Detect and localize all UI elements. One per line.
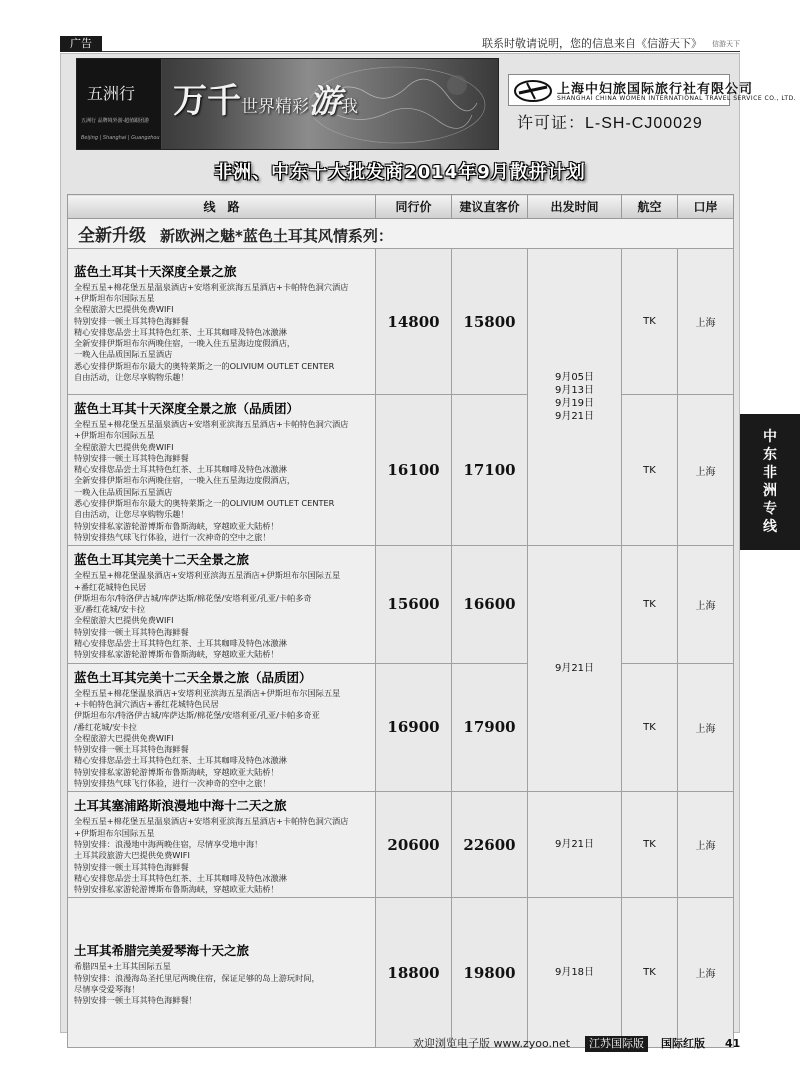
footer-section: 国际红版 bbox=[661, 1037, 705, 1050]
retail-price: 19800 bbox=[452, 898, 528, 1048]
schedule-table-wrap bbox=[67, 194, 733, 1048]
banner-slogan bbox=[173, 73, 358, 122]
side-category-tab bbox=[740, 414, 800, 550]
logo-subtitle: 五洲行 品牌境外游·超值跟团游 bbox=[81, 118, 150, 124]
retail-price: 22600 bbox=[452, 792, 528, 898]
departure-date: 9月18日 bbox=[528, 898, 622, 1048]
footer bbox=[413, 1036, 740, 1052]
footer-website: 欢迎浏览电子版 www.zyoo.net bbox=[413, 1037, 571, 1050]
series-lead: 全新升级 bbox=[78, 226, 146, 246]
route-detail-line: 全程旅游大巴提供免费WIFI bbox=[74, 615, 174, 626]
route-detail-line: 精心安排您品尝土耳其特色红茶、土耳其咖啡及特色冰激淋 bbox=[74, 326, 287, 337]
contact-notice: 联系时敬请说明，您的信息来自《信游天下》 bbox=[482, 37, 702, 50]
company-name-cn: 上海中妇旅国际旅行社有限公司 bbox=[557, 82, 754, 97]
company-logo-box bbox=[508, 74, 797, 106]
slogan-char-3: 世界 bbox=[241, 97, 275, 117]
departure-port: 上海 bbox=[678, 663, 734, 792]
retail-price: 17900 bbox=[452, 663, 528, 792]
departure-port: 上海 bbox=[678, 395, 734, 546]
route-detail-line: 亚/番红花城/安卡拉 bbox=[74, 604, 146, 615]
departure-date: 9月05日 bbox=[554, 372, 595, 384]
trade-price: 18800 bbox=[376, 898, 452, 1048]
series-name: 新欧洲之魅*蓝色土耳其风情系列： bbox=[160, 227, 393, 245]
table-row bbox=[68, 249, 734, 395]
route-detail-line: 精心安排您品尝土耳其特色红茶、土耳其咖啡及特色冰激淋 bbox=[74, 464, 287, 475]
route-cell bbox=[68, 546, 376, 663]
schedule-table bbox=[67, 194, 734, 1048]
top-bar bbox=[60, 36, 740, 52]
route-detail-line: 全程旅游大巴提供免费WIFI bbox=[74, 732, 174, 743]
departure-date: 9月13日 bbox=[554, 385, 595, 397]
license-number: 许可证：L-SH-CJ00029 bbox=[517, 115, 703, 132]
route-cell bbox=[68, 792, 376, 898]
route-detail-line: 特别安排私家游轮游博斯布鲁斯海峡，穿越欧亚大陆桥！ bbox=[74, 520, 279, 531]
header-route: 线 路 bbox=[68, 195, 376, 219]
ad-label: 广告 bbox=[60, 36, 102, 52]
page-number: 41 bbox=[725, 1037, 741, 1050]
header-departure: 出发时间 bbox=[528, 195, 622, 219]
table-header bbox=[68, 195, 734, 219]
departure-date: 9月21日 bbox=[554, 411, 595, 423]
route-detail-line: 全程五星+棉花堡五星温泉酒店+安塔利亚滨海五星酒店+卡帕特色洞穴酒店 bbox=[74, 419, 349, 429]
departure-date: 9月21日 bbox=[528, 792, 622, 898]
route-detail-line: 土耳其段旅游大巴提供免费WIFI bbox=[74, 850, 190, 861]
header-retail-price: 建议直客价 bbox=[452, 195, 528, 219]
table-row bbox=[68, 663, 734, 792]
departure-dates-group-2: 9月21日 bbox=[528, 546, 622, 792]
departure-port: 上海 bbox=[678, 898, 734, 1048]
table-row bbox=[68, 898, 734, 1048]
route-name: 土耳其希腊完美爱琴海十天之旅 bbox=[74, 943, 250, 959]
route-detail-line: 自由活动，让您尽享购物乐趣！ bbox=[74, 372, 189, 383]
banner bbox=[61, 54, 797, 156]
header-trade-price: 同行价 bbox=[376, 195, 452, 219]
series-heading bbox=[68, 219, 734, 249]
logo-cities: Beijing | Shanghai | Guangzhou bbox=[81, 135, 160, 141]
route-detail-line: 特别安排私家游轮游博斯布鲁斯海峡，穿越欧亚大陆桥！ bbox=[74, 766, 279, 777]
route-detail-line: +伊斯坦布尔国际五星 bbox=[74, 430, 155, 441]
route-detail-line: 精心安排您品尝土耳其特色红茶、土耳其咖啡及特色冰激淋 bbox=[74, 638, 287, 649]
footer-edition-badge: 江苏国际版 bbox=[585, 1036, 648, 1052]
page-title: 非洲、中东十大批发商2014年9月散拼计划 bbox=[214, 162, 586, 183]
route-detail-line: 悉心安排伊斯坦布尔最大的奥特莱斯之一的OLIVIUM OUTLET CENTER bbox=[74, 360, 335, 371]
route-detail-line: 特别安排一顿土耳其特色海鲜餐 bbox=[74, 861, 189, 872]
slogan-char-6: 我 bbox=[341, 97, 359, 117]
retail-price: 17100 bbox=[452, 395, 528, 546]
route-cell bbox=[68, 663, 376, 792]
route-name: 蓝色土耳其十天深度全景之旅 bbox=[74, 263, 237, 279]
route-detail-line: 自由活动，让您尽享购物乐趣！ bbox=[74, 509, 189, 520]
company-name-en: SHANGHAI CHINA WOMEN INTERNATIONAL TRAVEL SERVICE CO., LTD. bbox=[557, 95, 797, 102]
route-detail-line: 特别安排：浪漫海岛圣托里尼两晚住宿，保证足够的岛上游玩时间， bbox=[74, 972, 320, 983]
wuzhouxing-logo bbox=[77, 59, 162, 149]
airline-code: TK bbox=[622, 792, 678, 898]
airline-code: TK bbox=[622, 395, 678, 546]
banner-image bbox=[76, 58, 499, 150]
route-name: 蓝色土耳其完美十二天全景之旅 bbox=[74, 552, 250, 568]
route-detail-line: 特别安排一顿土耳其特色海鲜餐 bbox=[74, 315, 189, 326]
route-detail-line: 特别安排热气球飞行体验，进行一次神奇的空中之旅！ bbox=[74, 531, 271, 542]
route-detail-line: 精心安排您品尝土耳其特色红茶、土耳其咖啡及特色冰激淋 bbox=[74, 872, 287, 883]
slogan-char-5: 游 bbox=[309, 82, 342, 120]
route-detail-line: 全程旅游大巴提供免费WIFI bbox=[74, 304, 174, 315]
route-detail-line: 全程五星+棉花堡温泉酒店+安塔利亚滨海五星酒店+伊斯坦布尔国际五星 bbox=[74, 687, 341, 698]
logo-text: 五洲行 bbox=[87, 84, 136, 103]
route-detail-line: 悉心安排伊斯坦布尔最大的奥特莱斯之一的OLIVIUM OUTLET CENTER bbox=[74, 498, 335, 509]
retail-price: 15800 bbox=[452, 249, 528, 395]
route-detail-line: 尽情享受爱琴海！ bbox=[74, 983, 140, 994]
airline-code: TK bbox=[622, 898, 678, 1048]
table-row bbox=[68, 546, 734, 663]
departure-date: 9月19日 bbox=[554, 398, 595, 410]
trade-price: 16900 bbox=[376, 663, 452, 792]
route-detail-line: 特别安排热气球飞行体验，进行一次神奇的空中之旅！ bbox=[74, 778, 271, 789]
trade-price: 15600 bbox=[376, 546, 452, 663]
publication-logo: 信游天下 bbox=[712, 40, 740, 48]
route-detail-line: 特别安排一顿土耳其特色海鲜餐 bbox=[74, 452, 189, 463]
route-detail-line: 特别安排私家游轮游博斯布鲁斯海峡，穿越欧亚大陆桥！ bbox=[74, 649, 279, 660]
route-detail-line: +番红花城特色民居 bbox=[74, 581, 147, 592]
route-detail-line: 希腊四星+土耳其国际五星 bbox=[74, 961, 171, 972]
route-detail-line: +伊斯坦布尔国际五星 bbox=[74, 292, 155, 303]
route-detail-line: 伊斯坦布尔/特洛伊古城/库萨达斯/棉花堡/安塔利亚/孔亚/卡帕多奇 bbox=[74, 592, 312, 603]
route-detail-line: 全新安排伊斯坦布尔两晚住宿，一晚入住五星海边度假酒店， bbox=[74, 475, 296, 486]
series-heading-row bbox=[68, 219, 734, 249]
airline-code: TK bbox=[622, 546, 678, 663]
route-detail-line: 特别安排：浪漫地中海两晚住宿，尽情享受地中海！ bbox=[74, 838, 263, 849]
departure-dates-group-1 bbox=[528, 249, 622, 546]
retail-price: 16600 bbox=[452, 546, 528, 663]
route-detail-line: 全程五星+棉花堡五星温泉酒店+安塔利亚滨海五星酒店+卡帕特色洞穴酒店 bbox=[74, 281, 349, 292]
route-detail-line: 特别安排一顿土耳其特色海鲜餐 bbox=[74, 626, 189, 637]
route-name: 蓝色土耳其完美十二天全景之旅（品质团） bbox=[74, 669, 312, 685]
route-cell bbox=[68, 395, 376, 546]
side-category-label bbox=[740, 428, 800, 536]
header-port: 口岸 bbox=[678, 195, 734, 219]
company-emblem-icon bbox=[513, 79, 553, 103]
header-airline: 航空 bbox=[622, 195, 678, 219]
departure-port: 上海 bbox=[678, 546, 734, 663]
route-detail-line: 精心安排您品尝土耳其特色红茶、土耳其咖啡及特色冰激淋 bbox=[74, 755, 287, 766]
route-detail-line: +伊斯坦布尔国际五星 bbox=[74, 827, 155, 838]
trade-price: 16100 bbox=[376, 395, 452, 546]
trade-price: 14800 bbox=[376, 249, 452, 395]
route-detail-line: 特别安排一顿土耳其特色海鲜餐！ bbox=[74, 995, 197, 1006]
table-row bbox=[68, 792, 734, 898]
airline-code: TK bbox=[622, 663, 678, 792]
route-detail-line: 全程五星+棉花堡温泉酒店+安塔利亚滨海五星酒店+伊斯坦布尔国际五星 bbox=[74, 570, 341, 581]
route-name: 蓝色土耳其十天深度全景之旅（品质团） bbox=[74, 401, 300, 416]
route-name: 土耳其塞浦路斯浪漫地中海十二天之旅 bbox=[74, 798, 287, 814]
slogan-char-2: 千 bbox=[207, 81, 241, 121]
slogan-char-4: 精彩 bbox=[275, 97, 309, 117]
table-row bbox=[68, 395, 734, 546]
route-detail-line: 全程五星+棉花堡五星温泉酒店+安塔利亚滨海五星酒店+卡帕特色洞穴酒店 bbox=[74, 816, 349, 827]
departure-port: 上海 bbox=[678, 249, 734, 395]
route-detail-line: 一晚入住品质国际五星酒店 bbox=[74, 349, 173, 360]
trade-price: 20600 bbox=[376, 792, 452, 898]
route-detail-line: 全程旅游大巴提供免费WIFI bbox=[74, 441, 174, 452]
side-category-text: 中 东 非 洲 专 线 bbox=[763, 429, 777, 535]
route-detail-line: 一晚入住品质国际五星酒店 bbox=[74, 486, 173, 497]
route-cell bbox=[68, 898, 376, 1048]
route-detail-line: +卡帕特色洞穴酒店+番红花城特色民居 bbox=[74, 698, 219, 709]
route-detail-line: 全新安排伊斯坦布尔两晚住宿，一晚入住五星海边度假酒店， bbox=[74, 338, 296, 349]
departure-port: 上海 bbox=[678, 792, 734, 898]
route-cell bbox=[68, 249, 376, 395]
slogan-char-1: 万 bbox=[173, 81, 207, 121]
airline-code: TK bbox=[622, 249, 678, 395]
route-detail-line: 特别安排一顿土耳其特色海鲜餐 bbox=[74, 744, 189, 755]
route-detail-line: /番红花城/安卡拉 bbox=[74, 721, 137, 732]
route-detail-line: 特别安排私家游轮游博斯布鲁斯海峡，穿越欧亚大陆桥！ bbox=[74, 884, 279, 895]
route-detail-line: 伊斯坦布尔/特洛伊古城/库萨达斯/棉花堡/安塔利亚/孔亚/卡帕多奇亚 bbox=[74, 710, 320, 721]
